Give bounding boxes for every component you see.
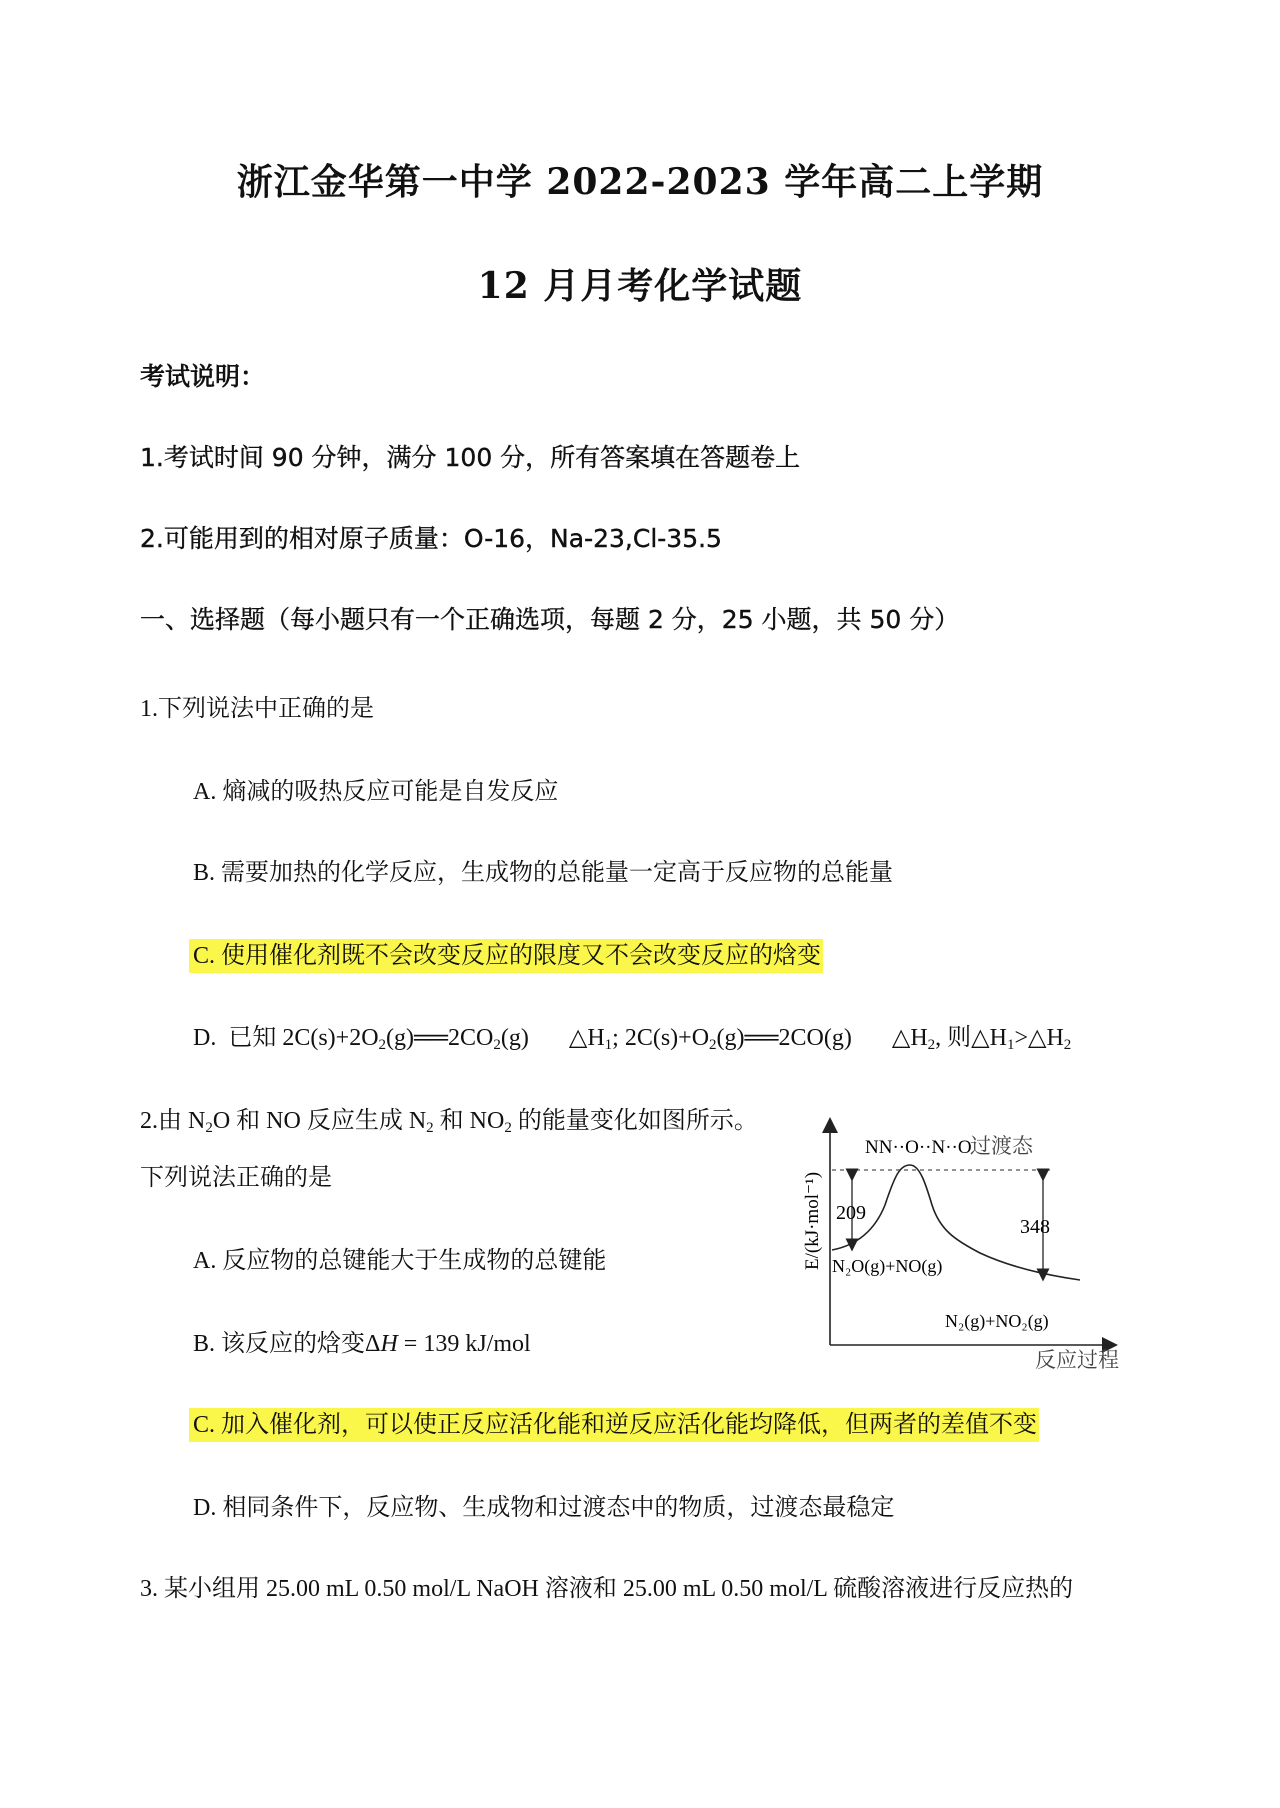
x-axis-label: 反应过程 [1035,1348,1119,1370]
products-label: N₂(g)+NO₂(g) [945,1311,1049,1331]
value-348: 348 [1020,1216,1050,1238]
y-axis-label: E/(kJ·mol⁻¹) [802,1171,823,1270]
q2-option-a: A. 反应物的总键能大于生成物的总键能 [193,1248,607,1274]
exam-info-item1: 1.考试时间 90 分钟，满分 100 分，所有答案填在答题卷上 [140,443,801,472]
q1-option-a: A. 熵减的吸热反应可能是自发反应 [193,779,559,805]
q1-stem: 1.下列说法中正确的是 [140,696,374,722]
page-title-line1: 浙江金华第一中学 2022-2023 学年高二上学期 [236,161,1044,203]
q1-option-d: D. 已知 $2C(s)+2O_2(g)══2CO_2(g)$ $\triangle H_1$; $2C(s)+O_2(g)══2CO(g)$ $\triangle H_2$, 则$\triangle H_1>\triangle H_2$ [193,1025,1072,1053]
q3-stem: 3. 某小组用 25.00 mL 0.50 mol/L NaOH 溶液和 25.00 mL 0.50 mol/L 硫酸溶液进行反应热的 [140,1576,1074,1602]
q1-option-b: B. 需要加热的化学反应，生成物的总能量一定高于反应物的总能量 [193,860,894,886]
exam-info-heading: 考试说明： [140,362,266,391]
q2-stem-line2: 下列说法正确的是 [140,1165,332,1191]
energy-diagram [780,1095,1160,1370]
q2-stem: 2.由 $N_2O$ 和 NO 反应生成 $N_2$ 和 $NO_2$ 的能量变化如图所示。 [140,1108,758,1136]
reactants-label: N₂O(g)+NO(g) [832,1256,943,1276]
q2-option-c-highlight: C. 加入催化剂，可以使正反应活化能和逆反应活化能均降低，但两者的差值不变 [189,1408,1039,1442]
transition-state-label: 过渡态 [970,1134,1033,1158]
q1-option-c [193,935,823,970]
q2-option-d: D. 相同条件下，反应物、生成物和过渡态中的物质，过渡态最稳定 [193,1495,895,1521]
q1-option-c-highlight: C. 使用催化剂既不会改变反应的限度又不会改变反应的焓变 [189,939,823,973]
value-209: 209 [836,1202,866,1224]
q2-option-b: B. 该反应的焓变ΔH = 139 kJ/mol [193,1331,531,1357]
exam-info-item2: 2.可能用到的相对原子质量：O-16，Na-23,Cl-35.5 [140,524,722,553]
transition-formula: NN··O··N··O [865,1137,972,1158]
q2-option-c [193,1404,1039,1439]
section-heading: 一、选择题（每小题只有一个正确选项，每题 2 分，25 小题，共 50 分） [140,605,960,634]
page-title-line2: 12 月月考化学试题 [477,265,803,307]
